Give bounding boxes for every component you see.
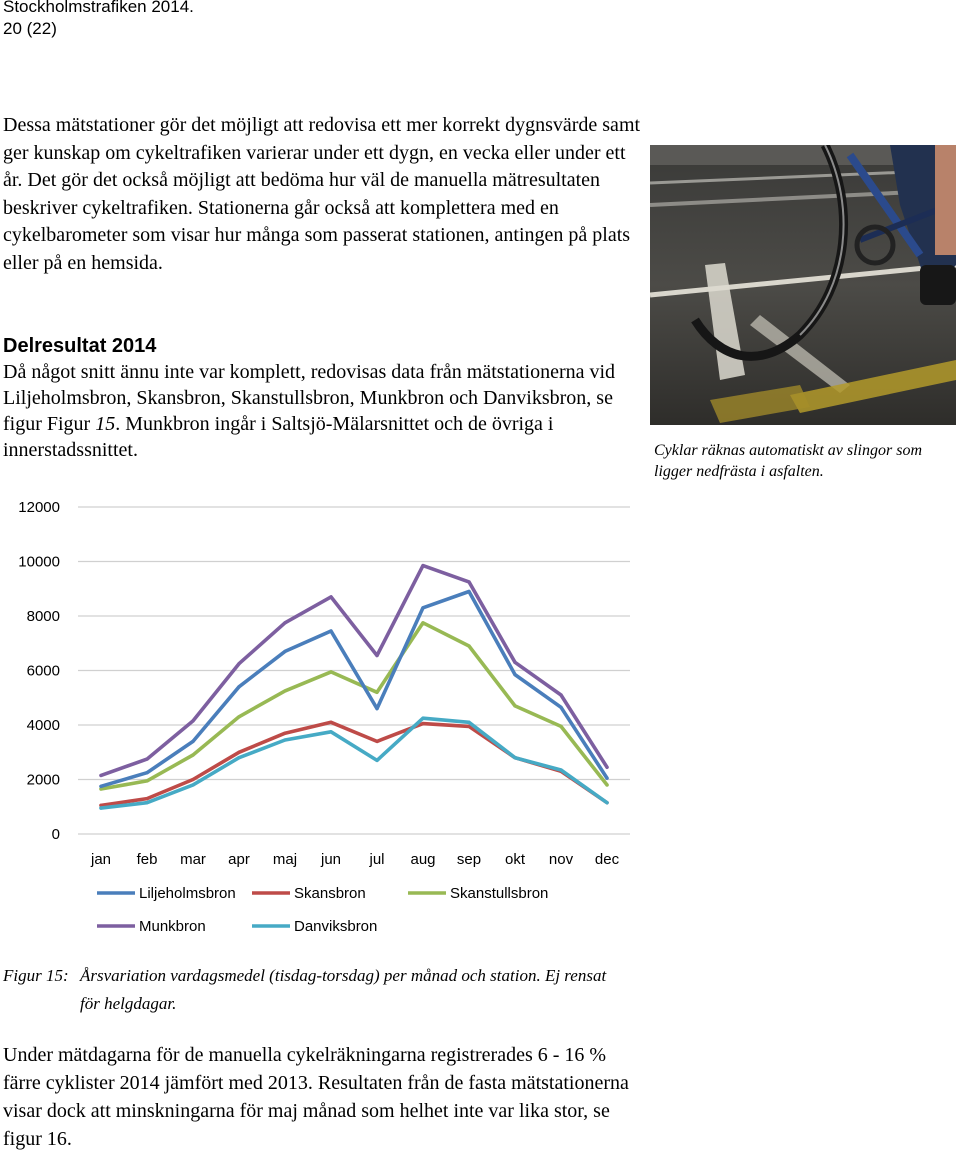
data-point [145,771,148,774]
figure-reference: 15 [95,413,116,435]
bicycle-photo [650,145,956,425]
legend-label: Skanstullsbron [450,885,549,902]
outro-paragraph: Under mätdagarna för de manuella cykelräkningarna registrerades 6 - 16 % färre cyklister 2014 jämfört med 2013. Resultaten från de fasta mätstationerna visar dock att minskningarna för maj månad som helhet inte var lika stor, se figur 16. [3,1044,629,1150]
data-point [237,662,240,665]
figure-caption: Årsvariation vardagsmedel (tisdag-torsdag) per månad och station. Ej rensat för helgdagar. [80,966,607,1013]
y-tick-label: 0 [51,826,60,843]
x-tick-label: dec [594,851,620,868]
data-point [375,740,378,743]
y-tick-label: 12000 [18,499,60,516]
data-point [145,757,148,760]
page-number: 20 (22) [3,19,57,38]
data-point [283,732,286,735]
data-point [467,580,470,583]
data-point [421,564,424,567]
legend-label: Munkbron [139,918,206,935]
x-tick-label: okt [504,851,526,868]
data-point [421,717,424,720]
y-tick-label: 10000 [18,553,60,571]
data-point [191,740,194,743]
data-point [605,777,608,780]
data-point [513,756,516,759]
x-tick-label: sep [456,851,482,868]
data-point [467,644,470,647]
data-point [421,722,424,725]
document-title: Stockholmstrafiken 2014. [3,0,194,16]
x-tick-label: apr [228,851,250,868]
data-point [283,738,286,741]
data-point [605,766,608,769]
data-point [145,779,148,782]
data-point [191,719,194,722]
data-point [145,797,148,800]
data-point [375,691,378,694]
data-point [99,774,102,777]
section-paragraph [3,359,643,463]
data-point [559,725,562,728]
data-point [421,621,424,624]
data-point [191,778,194,781]
data-point [513,661,516,664]
intro-paragraph: Dessa mätstationer gör det möjligt att redovisa ett mer korrekt dygnsvärde samt ger kunskap om cykeltrafiken varierar under ett dygn, en vecka eller under ett år. Det gör det också möjligt att bedöma hur väl de manuella mätresultaten beskriver cykeltrafiken. Stationerna går också att komplettera med en cykelbarometer som visar hur många som passerat stationen, antingen på plats eller på en hemsida. [3,114,641,274]
data-point [329,629,332,632]
data-point [237,756,240,759]
data-point [329,670,332,673]
data-point [237,751,240,754]
y-tick-label: 2000 [26,771,60,789]
data-point [99,807,102,810]
legend-label: Skansbron [294,885,366,902]
y-tick-label: 8000 [26,608,60,625]
data-point [513,704,516,707]
data-point [237,715,240,718]
data-point [283,689,286,692]
x-tick-label: jun [320,851,342,868]
legend-label: Danviksbron [294,918,378,935]
data-point [375,654,378,657]
data-point [605,801,608,804]
y-tick-label: 4000 [26,717,60,734]
data-point [559,768,562,771]
data-point [559,706,562,709]
data-point [191,783,194,786]
data-point [237,685,240,688]
x-tick-label: nov [548,851,574,868]
line-chart [0,490,640,950]
chart-canvas [0,490,640,950]
data-point [605,783,608,786]
data-point [329,595,332,598]
data-point [99,785,102,788]
data-point [191,753,194,756]
data-point [375,759,378,762]
data-point [467,721,470,724]
section-text-after: . Munkbron ingår i Saltsjö-Mälarsnittet och de övriga i innerstadssnittet. [3,413,554,461]
data-point [513,673,516,676]
x-tick-label: aug [410,851,436,868]
x-tick-label: jan [90,851,112,868]
x-tick-label: mar [180,851,206,868]
legend-label: Liljeholmsbron [139,885,236,902]
photo-caption: Cyklar räknas automatiskt av slingor som ligger nedfrästa i asfalten. [654,442,922,480]
data-point [329,721,332,724]
x-tick-label: feb [136,851,158,868]
figure-label: Figur 15: [3,966,69,985]
data-point [329,730,332,733]
data-point [283,650,286,653]
data-point [421,606,424,609]
data-point [283,621,286,624]
data-point [467,590,470,593]
bicycle-photo-illustration [650,145,956,425]
data-point [375,707,378,710]
data-point [559,693,562,696]
x-tick-label: jul [369,851,385,868]
section-heading: Delresultat 2014 [3,335,157,357]
series-line-liljeholmsbron [101,592,607,787]
data-point [145,801,148,804]
section-text-before: Då något snitt ännu inte var komplett, redovisas data från mätstationerna vid Liljeholmsbron, Skansbron, Skanstullsbron, Munkbron och Danviksbron, se figur Figur [3,361,616,435]
x-tick-label: maj [272,851,298,868]
y-tick-label: 6000 [26,662,60,680]
